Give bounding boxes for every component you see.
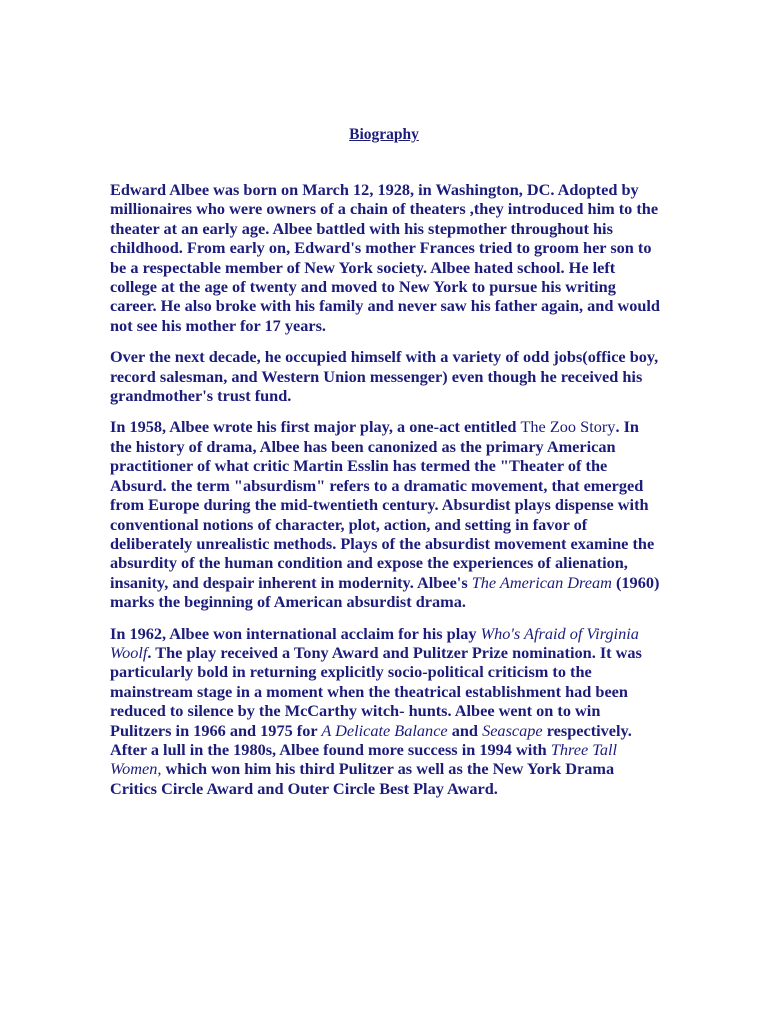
- paragraph-4-text-e: and: [447, 720, 483, 740]
- paragraph-4-text-a: In 1962, Albee won international acclaim for his play: [110, 623, 481, 643]
- play-title-delicate-balance: A Delicate Balance: [321, 720, 448, 740]
- paragraph-2: Over the next decade, he occupied himself with a variety of odd jobs(office boy, record salesman, and Western Union messenger) even though he received his grandmother's trust fund.: [110, 347, 659, 406]
- play-title-zoo-story: The Zoo Story: [520, 417, 616, 437]
- play-title-virginia-woolf: Who's Afraid of Virginia Woolf: [110, 623, 639, 662]
- paragraph-4-text-g: respectively. After a lull in the 1980s, Albee found more success in 1994 with: [110, 720, 632, 759]
- paragraph-4-text-c: . The play received a Tony Award and Pulitzer Prize nomination. It was particularly bold in returning explicitly socio-political criticism to the mainstream stage in a moment when the theatrical establishment had been reduced to silence by the McCarthy witch- hunts. Albee went on to win Pulitzers in 1966 and 1975 for: [110, 642, 642, 740]
- play-title-seascape: Seascape: [482, 720, 543, 740]
- paragraph-4-text-i: which won him his third Pulitzer as well as the New York Drama Critics Circle Award and Outer Circle Best Play Award.: [110, 759, 615, 798]
- paragraph-1: Edward Albee was born on March 12, 1928, in Washington, DC. Adopted by millionaires who were owners of a chain of theaters ,they introduced him to the theater at an early age. Albee battled with his stepmother throughout his childhood. From early on, Edward's mother Frances tried to groom her son to be a respectable member of New York society. Albee hated school. He left college at the age of twenty and moved to New York to pursue his writing career. He also broke with his family and never saw his father again, and would not see his mother for 17 years.: [110, 180, 660, 335]
- paragraph-3-text-e: (1960) marks the beginning of American absurdist drama.: [110, 572, 660, 612]
- biography-body: [110, 180, 664, 810]
- paragraph-3: [110, 417, 664, 611]
- play-title-three-tall-women: Three Tall Women,: [110, 739, 618, 779]
- paragraph-3-text-a: In 1958, Albee wrote his first major play, a one-act entitled: [110, 417, 521, 437]
- page-title: Biography: [349, 126, 419, 143]
- paragraph-3-text-c: . In the history of drama, Albee has been canonized as the primary American practitioner of what critic Martin Esslin has termed the "Theater of the Absurd. the term "absurdism" refers to a dramatic movement, that emerged from Europe during the mid-twentieth century. Absurdist plays dispense with conventional notions of character, plot, action, and setting in favor of deliberately unrealistic methods. Plays of the absurdist movement examine the absurdity of the human condition and expose the experiences of alienation, insanity, and despair inherent in modernity. Albee's: [110, 417, 655, 592]
- paragraph-4: [110, 624, 664, 799]
- play-title-american-dream: The American Dream: [471, 572, 612, 592]
